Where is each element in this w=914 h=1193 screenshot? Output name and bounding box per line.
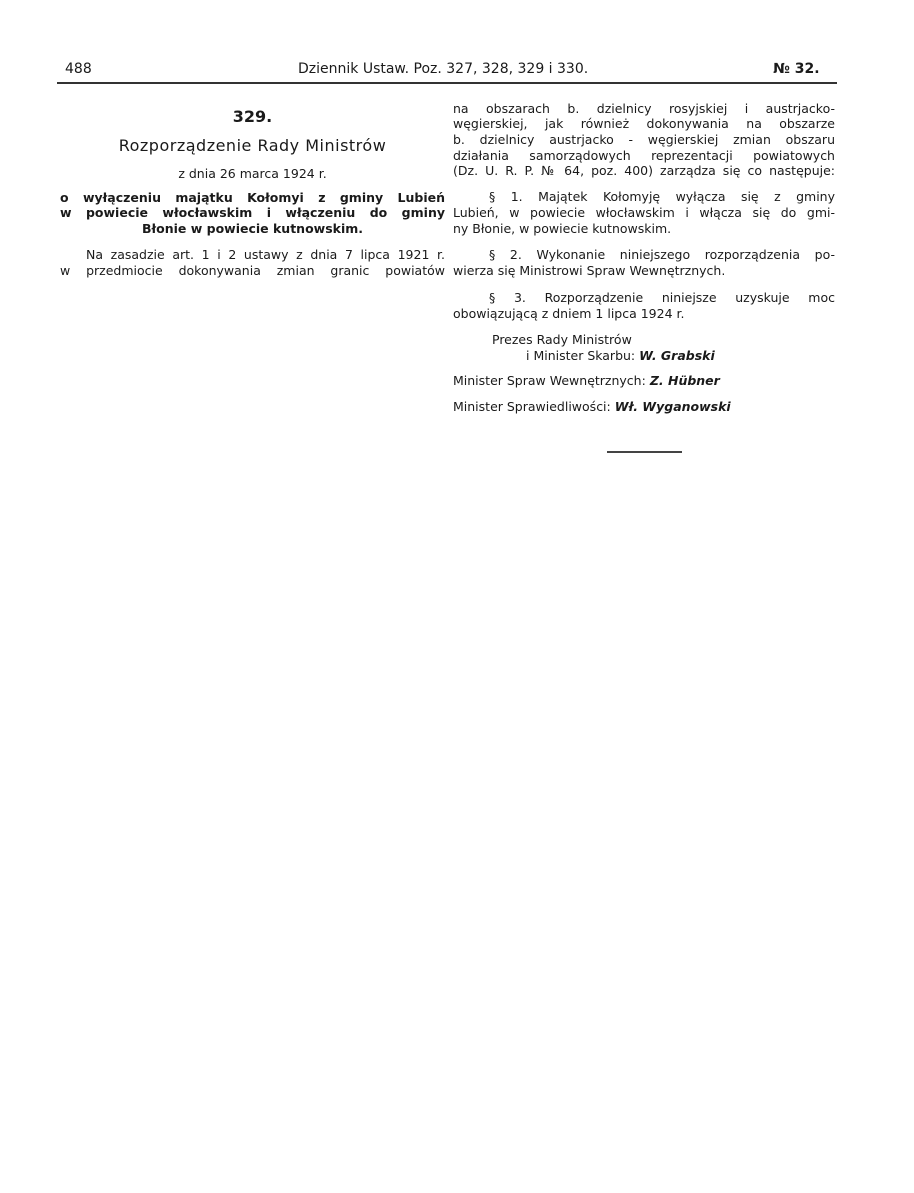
section-1-line: ny Błonie, w powiecie kutnowskim.	[453, 221, 672, 236]
preamble-line: działania samorządowych reprezentacji powiatowych	[453, 148, 835, 163]
signature-name: W. Grabski	[639, 348, 715, 363]
running-header: Dziennik Ustaw. Poz. 327, 328, 329 i 330.	[298, 61, 589, 77]
signature-msw	[453, 373, 720, 388]
signature-label: i Minister Skarbu:	[526, 348, 636, 363]
preamble-line: b. dzielnicy austrjacko - węgierskiej zmian obszaru	[453, 132, 835, 147]
section-2-line: wierza się Ministrowi Spraw Wewnętrznych.	[453, 263, 726, 278]
signature-label: Minister Spraw Wewnętrznych:	[453, 373, 646, 388]
subject-line: o wyłączeniu majątku Kołomyi z gminy Lubień	[60, 190, 445, 205]
issue-number: № 32.	[773, 61, 820, 77]
act-date: z dnia 26 marca 1924 r.	[178, 166, 327, 181]
section-1-line: § 1. Majątek Kołomyję wyłącza się z gminy	[489, 189, 835, 204]
signature-name: Z. Hübner	[649, 373, 720, 388]
preamble-line: w przedmiocie dokonywania zmian granic powiatów	[60, 263, 445, 278]
page-number: 488	[65, 61, 92, 77]
section-2-line: § 2. Wykonanie niniejszego rozporządzenia po-	[489, 247, 835, 262]
preamble-line: (Dz. U. R. P. № 64, poz. 400) zarządza się co następuje:	[453, 163, 835, 178]
signature-prezes-title2	[526, 348, 715, 363]
preamble-line: na obszarach b. dzielnicy rosyjskiej i austrjacko-	[453, 101, 835, 116]
section-1-line: Lubień, w powiecie włocławskim i włącza się do gmi-	[453, 205, 835, 220]
signature-prezes-title: Prezes Rady Ministrów	[492, 332, 632, 347]
section-3-line: obowiązującą z dniem 1 lipca 1924 r.	[453, 306, 685, 321]
preamble-line: Na zasadzie art. 1 i 2 ustawy z dnia 7 lipca 1921 r.	[86, 247, 445, 262]
section-3-line: § 3. Rozporządzenie niniejsze uzyskuje moc	[489, 290, 835, 305]
signature-name: Wł. Wyganowski	[614, 399, 731, 414]
signature-label: Minister Sprawiedliwości:	[453, 399, 611, 414]
subject-line: w powiecie włocławskim i włączeniu do gminy	[60, 205, 445, 220]
act-number: 329.	[232, 107, 273, 126]
signature-ms	[453, 399, 731, 414]
subject-line: Błonie w powiecie kutnowskim.	[141, 221, 364, 236]
end-divider	[607, 451, 682, 453]
act-title: Rozporządzenie Rady Ministrów	[118, 136, 387, 155]
header-rule	[57, 82, 837, 84]
preamble-line: węgierskiej, jak również dokonywania na obszarze	[453, 116, 835, 131]
